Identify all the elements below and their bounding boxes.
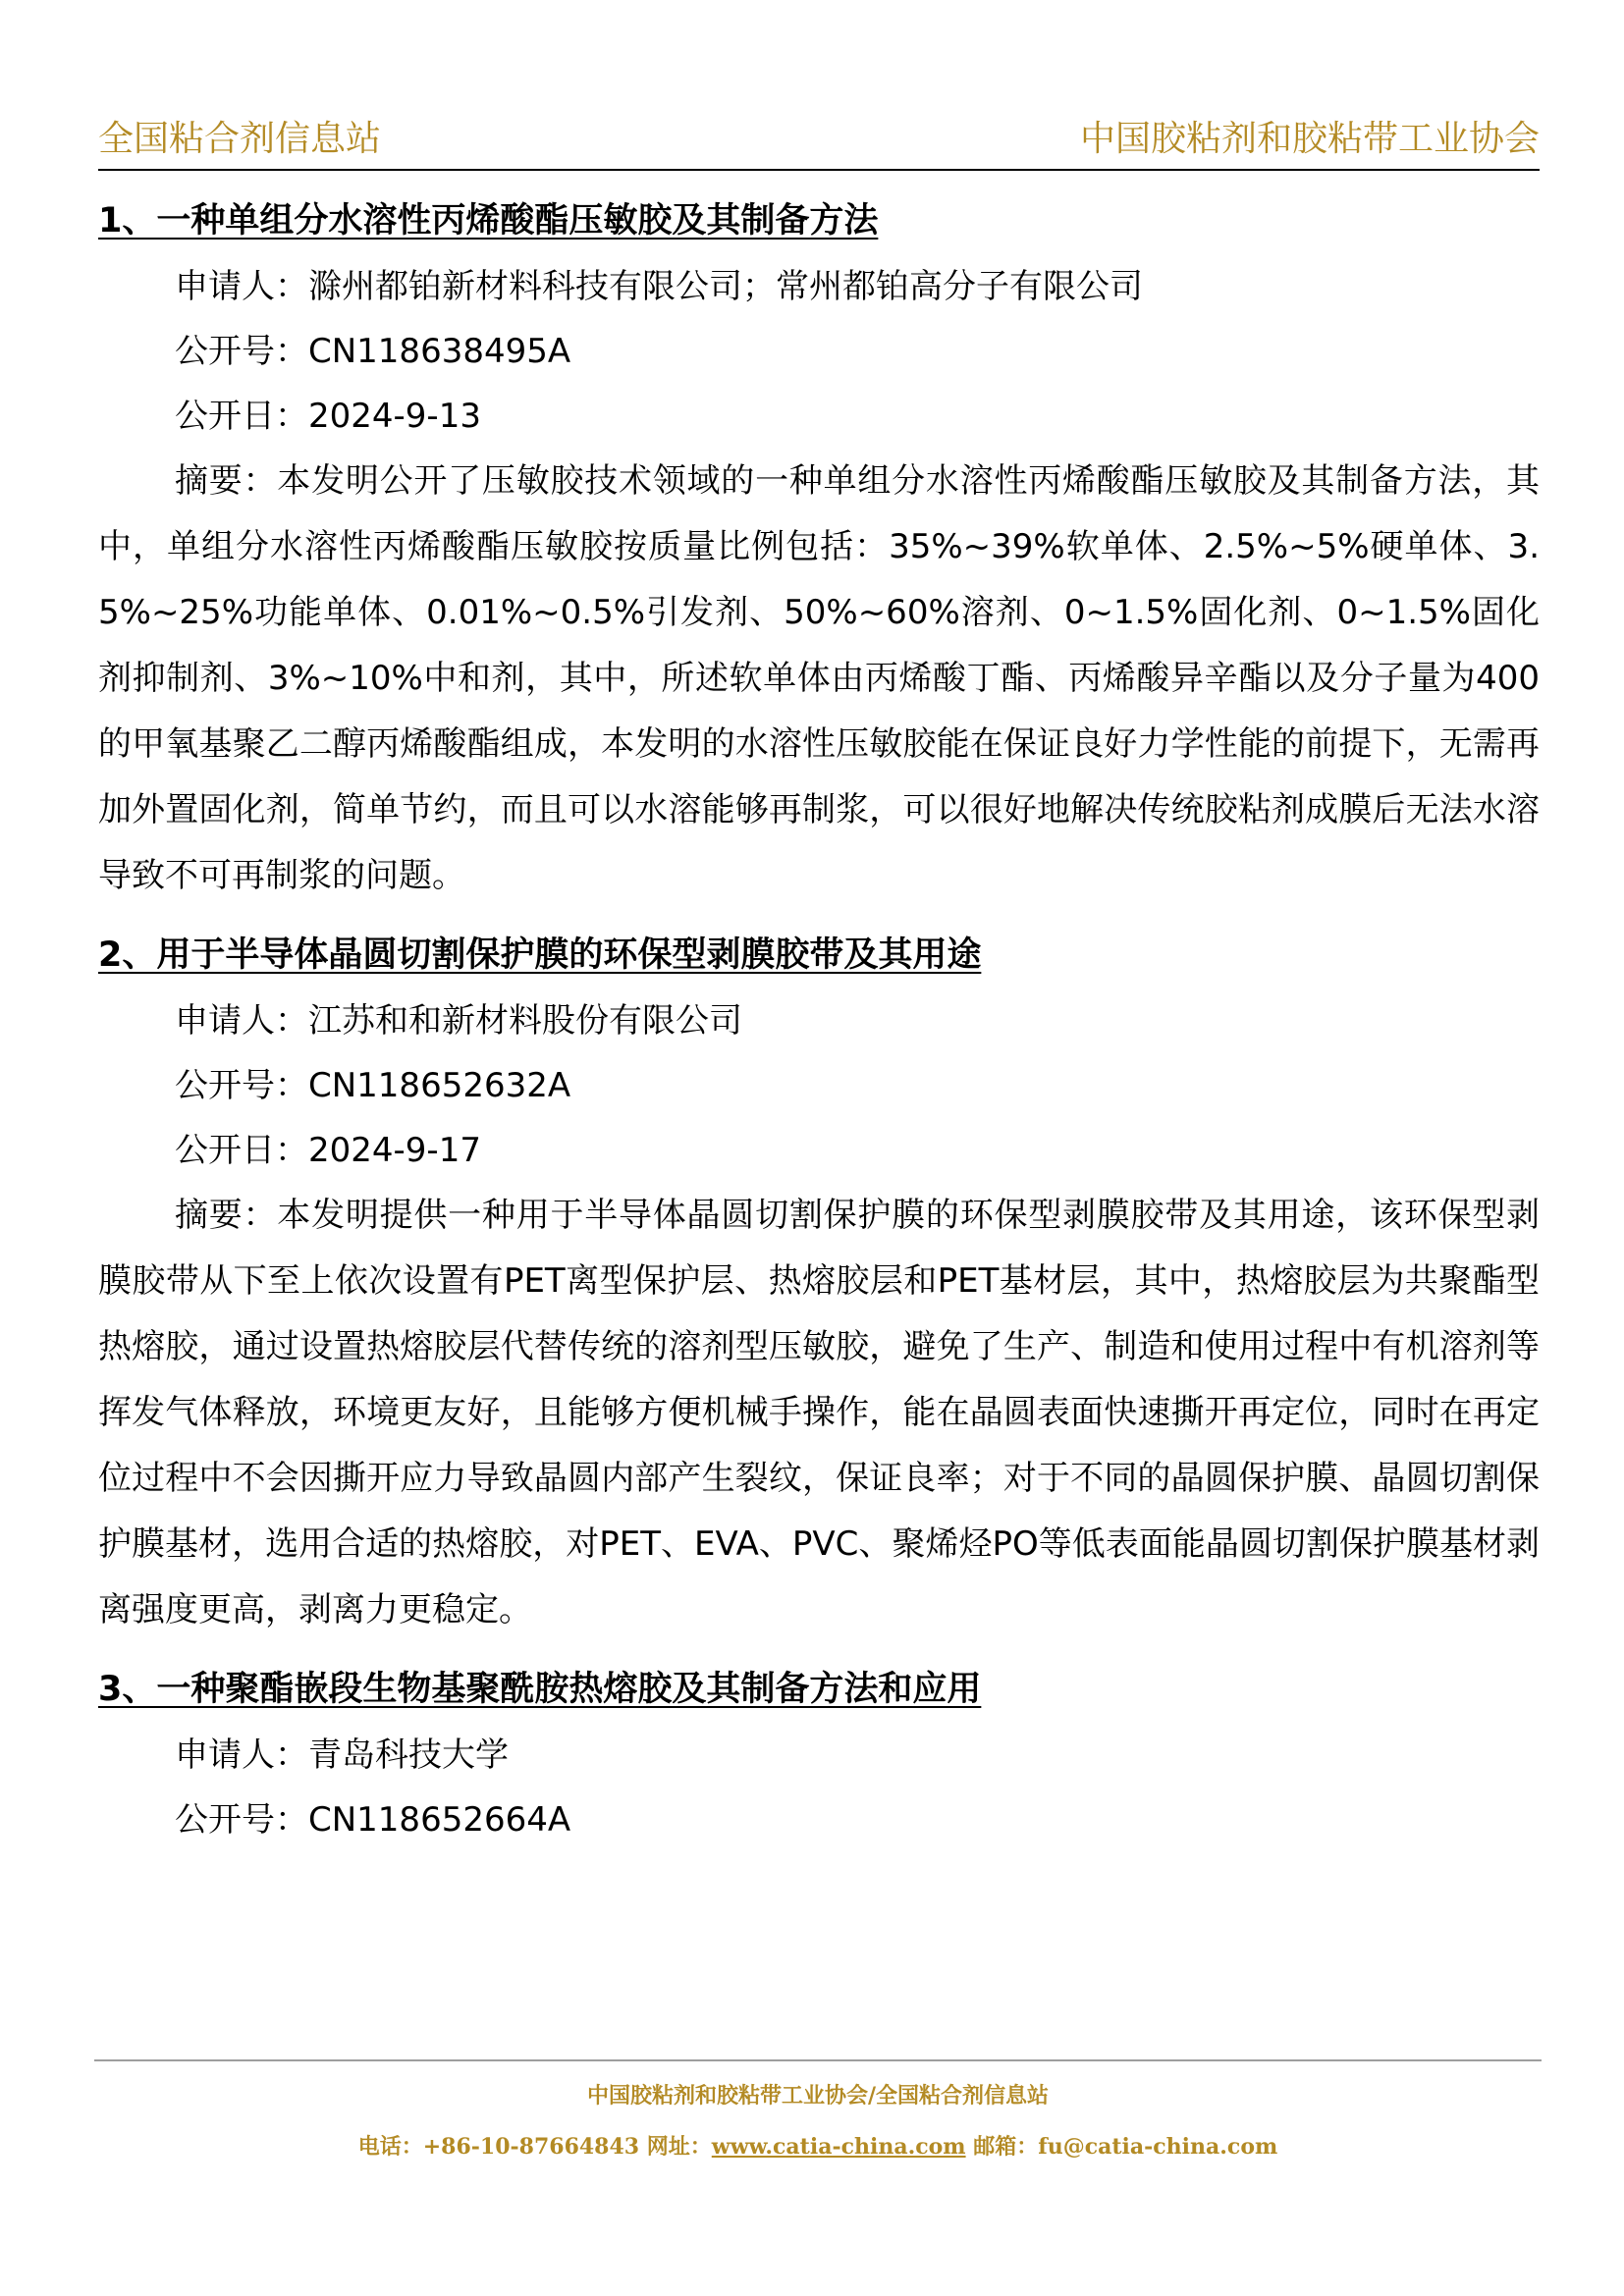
header-left-title: 全国粘合剂信息站: [98, 119, 382, 159]
page-footer: [94, 2059, 1542, 2162]
header-right-title: 中国胶粘剂和胶粘带工业协会: [1079, 119, 1540, 159]
page-header: [98, 110, 1540, 171]
footer-website-link[interactable]: www.catia-china.com: [711, 2134, 966, 2160]
patent-publication-date: 公开日：2024-9-13: [175, 397, 481, 436]
patent-list: [98, 188, 1540, 1852]
patent-publication-number: 公开号：CN118652664A: [175, 1800, 571, 1840]
patent-title: 1、一种单组分水溶性丙烯酸酯压敏胶及其制备方法: [98, 201, 879, 240]
footer-email: 邮箱：fu@catia-china.com: [965, 2134, 1278, 2160]
footer-contact: [94, 2132, 1542, 2162]
patent-abstract: 摘要：本发明公开了压敏胶技术领域的一种单组分水溶性丙烯酸酯压敏胶及其制备方法，其中，单组分水溶性丙烯酸酯压敏胶按质量比例包括：35%~39%软单体、2.5%~5%硬单体、3.5%~25%功能单体、0.01%~0.5%引发剂、50%~60%溶剂、0~1.5%固化剂、0~1.5%固化剂抑制剂、3%~10%中和剂，其中，所述软单体由丙烯酸丁酯、丙烯酸异辛酯以及分子量为400的甲氧基聚乙二醇丙烯酸酯组成，本发明的水溶性压敏胶能在保证良好力学性能的前提下，无需再加外置固化剂，简单节约，而且可以水溶能够再制浆，可以很好地解决传统胶粘剂成膜后无法水溶导致不可再制浆的问题。: [98, 461, 1540, 895]
footer-organization: 中国胶粘剂和胶粘带工业协会/全国粘合剂信息站: [586, 2083, 1050, 2109]
patent-publication-date: 公开日：2024-9-17: [175, 1131, 481, 1170]
patent-entry-3: [98, 1657, 1540, 1852]
patent-title: 3、一种聚酯嵌段生物基聚酰胺热熔胶及其制备方法和应用: [98, 1670, 982, 1709]
patent-applicant: 申请人：青岛科技大学: [175, 1735, 509, 1775]
patent-entry-1: [98, 188, 1540, 909]
patent-applicant: 申请人：滁州都铂新材料科技有限公司；常州都铂高分子有限公司: [175, 267, 1143, 306]
footer-phone: 电话：+86-10-87664843 网址：: [357, 2134, 712, 2160]
patent-publication-number: 公开号：CN118652632A: [175, 1066, 571, 1105]
patent-publication-number: 公开号：CN118638495A: [175, 332, 571, 371]
patent-title: 2、用于半导体晶圆切割保护膜的环保型剥膜胶带及其用途: [98, 935, 982, 975]
patent-entry-2: [98, 923, 1540, 1643]
patent-abstract: 摘要：本发明提供一种用于半导体晶圆切割保护膜的环保型剥膜胶带及其用途，该环保型剥膜胶带从下至上依次设置有PET离型保护层、热熔胶层和PET基材层，其中，热熔胶层为共聚酯型热熔胶，通过设置热熔胶层代替传统的溶剂型压敏胶，避免了生产、制造和使用过程中有机溶剂等挥发气体释放，环境更友好，且能够方便机械手操作，能在晶圆表面快速撕开再定位，同时在再定位过程中不会因撕开应力导致晶圆内部产生裂纹，保证良率；对于不同的晶圆保护膜、晶圆切割保护膜基材，选用合适的热熔胶，对PET、EVA、PVC、聚烯烃PO等低表面能晶圆切割保护膜基材剥离强度更高，剥离力更稳定。: [98, 1196, 1540, 1629]
patent-applicant: 申请人：江苏和和新材料股份有限公司: [175, 1001, 742, 1041]
